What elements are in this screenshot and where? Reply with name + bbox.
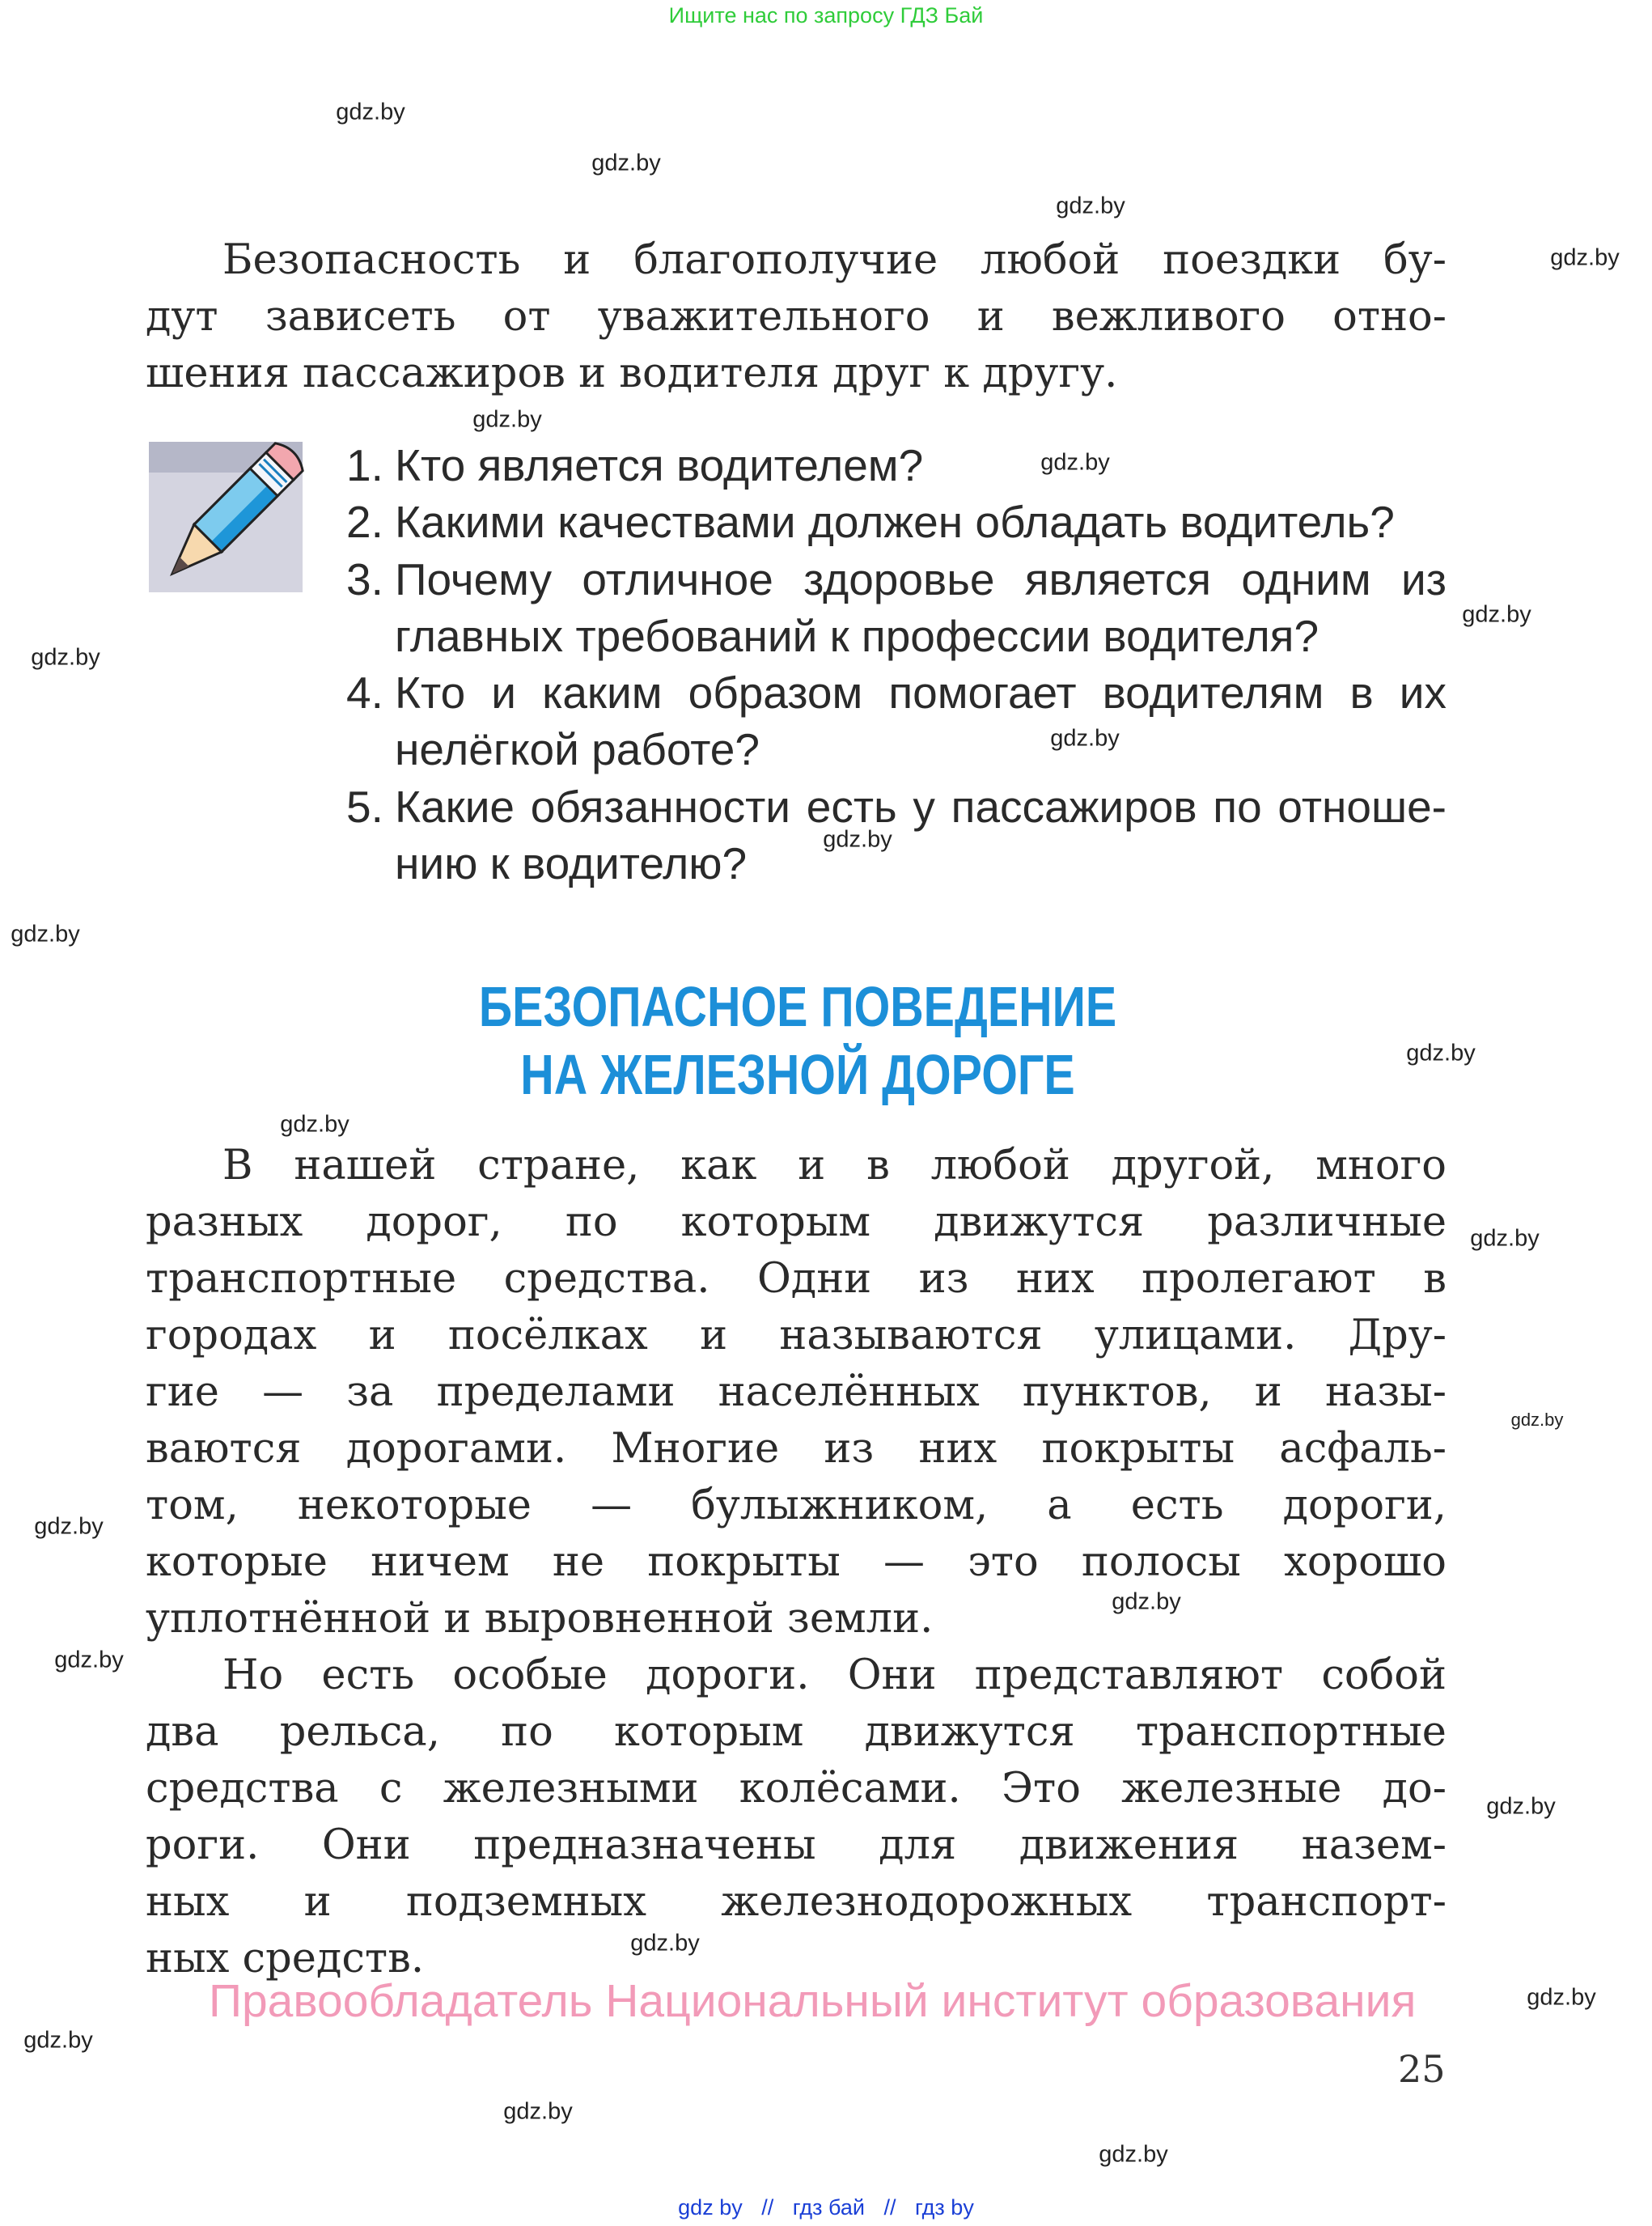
watermark: gdz.by <box>1112 1588 1181 1615</box>
text-line: Но есть особые дороги. Они представляют собой <box>222 1651 1447 1699</box>
question-number: 2. <box>346 497 383 548</box>
text-line: дут зависеть от уважительного и вежливого отно- <box>146 293 1447 341</box>
watermark: gdz.by <box>1550 244 1620 271</box>
question-item <box>346 551 1447 665</box>
text-line: ных средств. <box>146 1935 425 1982</box>
top-banner[interactable]: Ищите нас по запросу ГДЗ Бай <box>668 3 984 28</box>
watermark: gdz.by <box>630 1930 700 1957</box>
heading-line: НА ЖЕЛЕЗНОЙ ДОРОГЕ <box>520 1043 1075 1106</box>
watermark: gdz.by <box>280 1111 349 1138</box>
text-line: городах и посёлках и называются улицами. Дру- <box>146 1312 1447 1359</box>
question-number: 5. <box>346 781 383 832</box>
watermark: gdz.by <box>34 1513 104 1540</box>
watermark: gdz.by <box>591 150 661 176</box>
text-line: шения пассажиров и водителя друг к другу. <box>146 350 1118 397</box>
question-item <box>346 778 1447 893</box>
question-text: Кто является водителем? <box>395 440 924 490</box>
link-gdz-by-cyr[interactable]: гдз by <box>915 2195 974 2220</box>
watermark: gdz.by <box>54 1647 124 1673</box>
text-line: роги. Они предназначены для движения назем- <box>146 1821 1447 1869</box>
text-line: средства с железными колёсами. Это железные до- <box>146 1765 1447 1813</box>
watermark: gdz.by <box>1406 1040 1476 1066</box>
question-text: Какими качествами должен обладать водитель? <box>395 497 1395 548</box>
question-item <box>346 664 1447 778</box>
text-line: разных дорог, по которым движутся различные <box>146 1198 1447 1246</box>
text-line: гие — за пределами населённых пунктов, и назы- <box>146 1368 1447 1416</box>
watermark: gdz.by <box>23 2027 93 2054</box>
text-line: ваются дорогами. Многие из них покрыты асфаль- <box>146 1425 1447 1473</box>
watermark: gdz.by <box>1040 449 1110 476</box>
question-text: нию к водителю? <box>395 838 748 889</box>
text-line: том, некоторые — булыжником, а есть дороги, <box>146 1482 1447 1529</box>
section-heading <box>0 973 1595 1109</box>
text-line: транспортные средства. Одни из них пролегают в <box>146 1255 1447 1303</box>
watermark: gdz.by <box>1527 1984 1596 2011</box>
question-number: 3. <box>346 553 383 604</box>
question-number: 1. <box>346 440 383 490</box>
watermark: gdz.by <box>1099 2141 1168 2168</box>
question-item <box>346 437 1447 494</box>
question-text: Какие обязанности есть у пассажиров по отноше- <box>395 781 1447 832</box>
question-item <box>346 494 1447 550</box>
watermark: gdz.by <box>823 826 892 853</box>
question-text: нелёгкой работе? <box>395 724 760 775</box>
text-line: два рельса, по которым движутся транспортные <box>146 1708 1447 1756</box>
separator: // <box>761 2195 774 2220</box>
watermark: gdz.by <box>503 2098 573 2125</box>
question-number: 4. <box>346 668 383 719</box>
bottom-links <box>0 2195 1652 2220</box>
heading-line: БЕЗОПАСНОЕ ПОВЕДЕНИЕ <box>478 975 1117 1038</box>
watermark: gdz.by <box>472 406 542 433</box>
watermark: gdz.by <box>1470 1225 1540 1252</box>
text-line: уплотнённой и выровненной земли. <box>146 1595 934 1643</box>
page-number: 25 <box>1398 2047 1446 2091</box>
text-line: Безопасность и благополучие любой поездки бу- <box>222 236 1447 284</box>
link-gdz-bai[interactable]: гдз бай <box>792 2195 865 2220</box>
intro-paragraph <box>146 232 1447 402</box>
text-line: В нашей стране, как и в любой другой, много <box>222 1142 1447 1189</box>
watermark: gdz.by <box>31 644 100 671</box>
question-list <box>346 437 1447 892</box>
watermark: gdz.by <box>336 99 405 125</box>
question-text: Почему отличное здоровье является одним из <box>395 553 1447 604</box>
question-text: Кто и каким образом помогает водителям в их <box>395 668 1447 719</box>
pencil-icon <box>144 440 306 602</box>
watermark: gdz.by <box>1486 1793 1556 1820</box>
question-text: главных требований к профессии водителя? <box>395 610 1319 661</box>
watermark: gdz.by <box>1510 1410 1564 1430</box>
watermark: gdz.by <box>1050 725 1120 752</box>
watermark: gdz.by <box>11 921 80 948</box>
copyright-footer: Правообладатель Национальный институт образования <box>209 1975 1417 2027</box>
separator: // <box>883 2195 896 2220</box>
watermark: gdz.by <box>1056 193 1125 219</box>
link-gdz-by[interactable]: gdz by <box>678 2195 743 2220</box>
body-paragraphs <box>146 1138 1447 1987</box>
text-line: которые ничем не покрыты — это полосы хорошо <box>146 1538 1447 1586</box>
watermark: gdz.by <box>1462 601 1531 628</box>
text-line: ных и подземных железнодорожных транспорт- <box>146 1878 1447 1926</box>
